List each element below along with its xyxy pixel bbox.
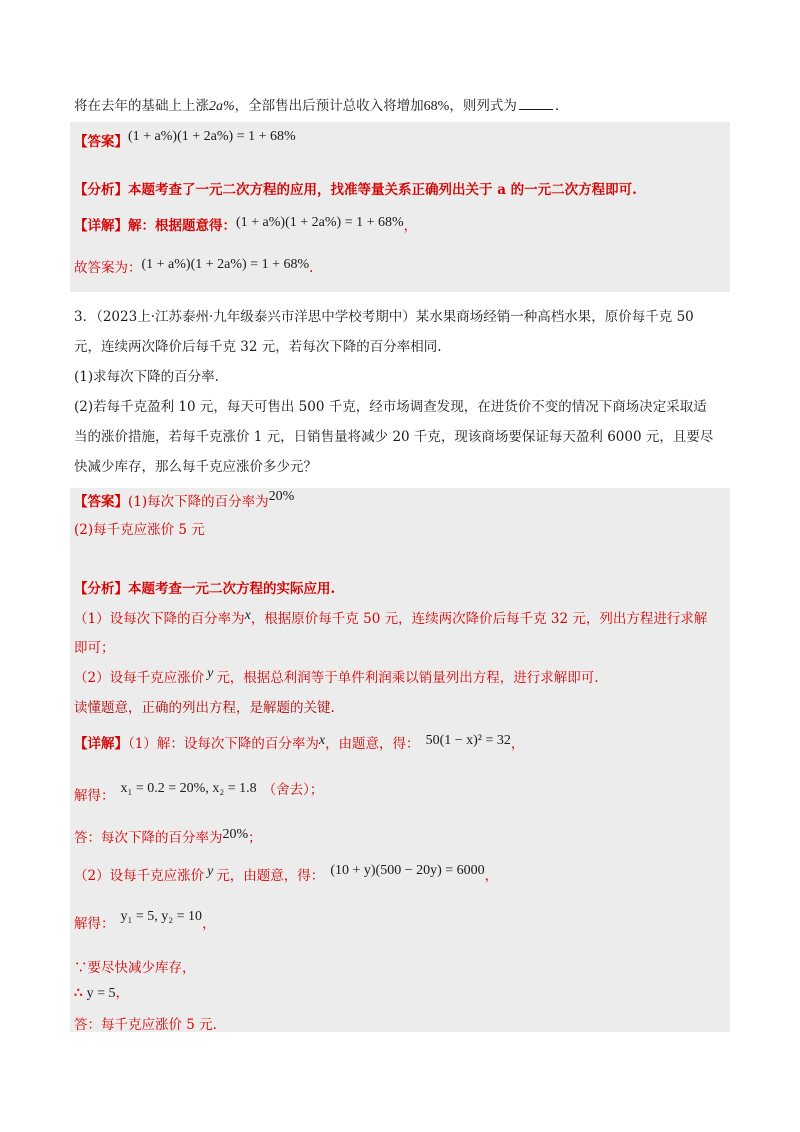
q3-detail-s2-pre: 解得： <box>74 788 115 804</box>
q3-detail-s4-pre: （2）设每千克应涨价 <box>74 868 205 884</box>
q2-text-post: ，则列式为 <box>449 98 517 114</box>
q2-detail-line <box>74 216 417 237</box>
q2-answer-tag: 【答案】 <box>74 134 128 150</box>
q2-detail-expr: (1 + a%)(1 + 2a%) = 1 + 68% <box>236 215 404 230</box>
q2-detail-post: ， <box>403 218 418 234</box>
q3-line-5: 当的涨价措施，若每千克涨价 1 元，日销售量将减少 20 千克，现该商场要保证每天盈利 6000 元，且要尽 <box>74 429 714 445</box>
q3-analysis-l4-pre: （2）设每千克应涨价 <box>74 670 205 686</box>
q2-var-2a: 2a% <box>209 99 235 114</box>
q3-detail-s7-post: ， <box>115 985 129 1001</box>
q3-analysis-line-1: 【分析】本题考查一元二次方程的实际应用. <box>74 581 336 597</box>
q3-answer-part1: (1)每次下降的百分率为 <box>128 494 269 510</box>
q2-answer-expr: (1 + a%)(1 + 2a%) = 1 + 68% <box>128 129 296 144</box>
q3-analysis-var-y: y <box>207 666 214 681</box>
q3-detail-s1-expr: 50(1 − x)² = 32 <box>425 733 511 748</box>
q2-detail-pre: 解：根据题意得： <box>128 218 236 234</box>
q3-detail-s3-post: ； <box>248 830 262 846</box>
q3-analysis-line-3: 即可； <box>74 640 115 656</box>
q2-text-pre: 将在去年的基础上上涨 <box>74 98 209 114</box>
q3-detail-s1-pre: （1）解：设每次下降的百分率为 <box>128 736 319 752</box>
q2-text-mid: ，全部售出后预计总收入将增加 <box>234 98 424 114</box>
q3-detail-line-3 <box>74 828 262 849</box>
q3-detail-s3-val: 20% <box>222 827 249 842</box>
q3-line-3: (1)求每次下降的百分率. <box>74 369 219 385</box>
q2-final-expr: (1 + a%)(1 + 2a%) = 1 + 68% <box>141 257 310 272</box>
q3-detail-s2-post: （舍去）； <box>262 782 324 798</box>
q3-detail-s4-expr: (10 + y)(500 − 20y) = 6000 <box>330 863 485 878</box>
q2-question-tail <box>74 96 568 117</box>
q3-detail-s5-post: ， <box>202 916 216 932</box>
q3-detail-s5-expr: y₁ = 5, y₂ = 10 <box>120 909 203 924</box>
q3-detail-s1-post: ， <box>510 736 525 752</box>
q3-analysis-l2-post: ，根据原价每千克 50 元，连续两次降价后每千克 32 元，列出方程进行求解 <box>250 611 708 627</box>
q3-answer-tag: 【答案】 <box>74 494 128 510</box>
q3-line-2: 元，连续两次降价后每千克 32 元，若每次下降的百分率相同. <box>74 339 442 355</box>
q2-detail-tag: 【详解】 <box>74 218 128 234</box>
q3-detail-var-x: x <box>318 733 326 748</box>
q3-detail-tag: 【详解】 <box>74 736 128 752</box>
q2-pct: 68% <box>423 99 450 114</box>
q3-line-6: 快减少库存，那么每千克应涨价多少元？ <box>74 459 317 475</box>
q2-final-pre: 故答案为： <box>74 260 142 276</box>
q3-detail-var-y: y <box>207 864 214 879</box>
q3-answer-background <box>70 488 730 1032</box>
q3-answer-part1-val: 20% <box>268 489 295 504</box>
q3-detail-s7-expr: y = 5 <box>86 986 116 1001</box>
q3-analysis-line-2 <box>74 609 707 630</box>
q3-detail-line-7 <box>74 983 129 1004</box>
q3-line-1: 3．（2023上·江苏泰州·九年级泰兴市洋思中学校考期中）某水果商场经销一种高档水果，原价每千克 50 <box>74 309 694 325</box>
q2-text-end: ． <box>554 98 569 114</box>
q3-detail-line-5 <box>74 909 216 935</box>
q3-detail-s1-mid: ，由题意，得： <box>325 736 420 752</box>
q3-detail-line-6: ∵要尽快减少库存， <box>74 960 196 976</box>
q3-analysis-line-5: 读懂题意，正确的列出方程，是解题的关键. <box>74 700 335 716</box>
q3-detail-s2-expr: x₁ = 0.2 = 20%, x₂ = 1.8 <box>120 781 257 796</box>
q3-detail-line-8: 答：每千克应涨价 5 元. <box>74 1017 217 1033</box>
q3-line-4: (2)若每千克盈利 10 元，每天可售出 500 千克，经市场调查发现，在进货价不变的情况下商场决定采取适 <box>74 399 707 415</box>
q3-detail-line-2 <box>74 781 324 807</box>
q2-answer-line <box>74 129 296 153</box>
q2-final-line <box>74 258 313 279</box>
q3-detail-line-4 <box>74 863 499 887</box>
q3-analysis-line-4 <box>74 668 599 689</box>
q3-detail-s4-mid: 元，由题意，得： <box>216 868 325 884</box>
q2-final-post: . <box>309 260 314 276</box>
q3-detail-therefore: ∴ <box>74 985 83 1001</box>
q3-detail-s4-post: ， <box>484 868 499 884</box>
q3-answer-line-1 <box>74 489 295 513</box>
q3-detail-line-1 <box>74 734 524 755</box>
q2-answer-blank <box>519 96 553 110</box>
q3-detail-s3-pre: 答：每次下降的百分率为 <box>74 830 223 846</box>
q3-analysis-var-x: x <box>244 608 251 623</box>
q3-answer-line-2: (2)每千克应涨价 5 元 <box>74 522 205 538</box>
q3-analysis-l2-pre: （1）设每次下降的百分率为 <box>74 611 245 627</box>
q3-analysis-l4-post: 元，根据总利润等于单件利润乘以销量列出方程，进行求解即可. <box>216 670 599 686</box>
q3-detail-s5-pre: 解得： <box>74 916 115 932</box>
q2-analysis-line: 【分析】本题考查了一元二次方程的应用，找准等量关系正确列出关于 a 的一元二次方程即可. <box>74 182 637 198</box>
